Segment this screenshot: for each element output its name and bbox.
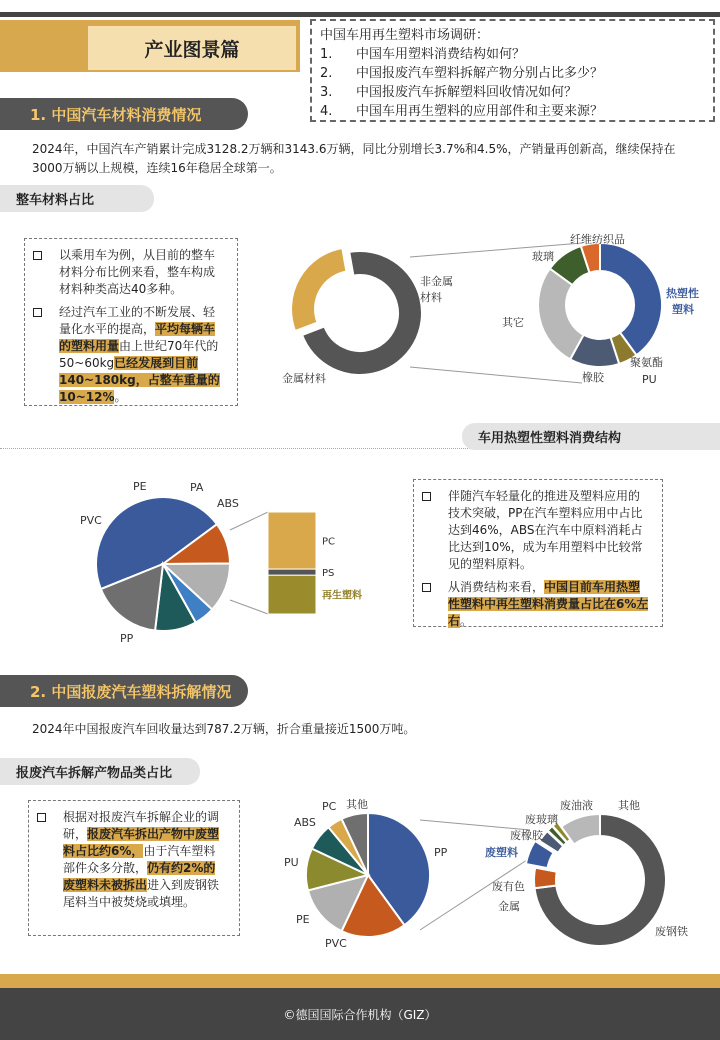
dismantled-label: 废橡胶 [510,829,543,842]
page-title: 产业图景篇 [88,26,296,70]
bullet-item: 经过汽车工业的不断发展、轻量化水平的提高，平均每辆车的塑料用量由上世纪70年代的50~60kg已经发展到目前140~180kg，占整车重量的10~12%。 [33,304,225,406]
thermoplastic-label: PVC [80,514,102,527]
nonmetal-label: 塑料 [672,303,694,316]
subheading-dismantling-products: 报废汽车拆解产物品类占比 [0,758,200,785]
bullet-item: 以乘用车为例，从目前的整车材料分布比例来看，整车构成材料种类高达40多种。 [33,247,225,298]
plastics-type-label: PC [322,800,337,813]
thermoplastic-consumption-chart [60,472,400,652]
plastics-type-label: PP [434,846,448,859]
nonmetal-share-slice [538,269,584,360]
subheading-thermoplastic-consumption: 车用热塑性塑料消费结构 [462,423,720,450]
nonmetal-label: 热塑性 [666,287,699,300]
thermoplastic-textbox [413,479,663,627]
bullet-item: 伴随汽车轻量化的推进及塑料应用的技术突破，PP在汽车塑料应用中占比达到46%，ABS在汽车中原料消耗占比达到10%，成为车用塑料中比较常见的塑料原料。 [422,488,650,573]
leader-line [420,858,530,930]
survey-item: 4. 中国车用再生塑料的应用部件和主要来源？ [320,104,604,119]
leader-line [230,600,268,614]
dismantled-share-slice [534,868,557,889]
subheading-vehicle-materials: 整车材料占比 [0,185,154,212]
plastics-type-label: ABS [294,816,316,829]
survey-title: 中国车用再生塑料市场调研： [320,28,490,43]
plastics-type-label: 其他 [346,798,368,811]
footer: ©德国国际合作机构（GIZ） [0,988,720,1040]
leader-line [230,512,268,530]
thermoplastic-label: ABS [217,497,239,510]
vehicle-materials-textbox [24,238,238,406]
thermoplastic-label: PE [133,480,147,493]
dismantled-label: 金属 [498,900,520,913]
thermoplastic-label: PA [190,481,204,494]
plastics-type-label: PE [296,913,310,926]
bullet-item: 根据对报废汽车拆解企业的调研，报废汽车拆出产物中废塑料占比约6%，由于汽车塑料部件众多分散，仍有约2%的废塑料未被拆出进入到废钢铁尾料当中被焚烧或填埋。 [37,809,227,911]
dismantled-label: 废油液 [560,799,593,812]
leader-line [410,367,582,383]
dismantled-label: 废玻璃 [525,813,558,826]
bar-label: PC [322,536,336,548]
plastics-type-label: PVC [325,937,347,950]
dismantling-textbox [28,800,240,936]
section1-intro: 2024年，中国汽车产销累计完成3128.2万辆和3143.6万辆，同比分别增长3.7%和4.5%，产销量再创新高，继续保持在3000万辆以上规模，连续16年稳居全球第一。 [32,142,676,175]
bullet-item: 从消费结构来看，中国目前车用热塑性塑料中再生塑料消费量占比在6%左右。 [422,579,650,630]
nonmetal-label: 纤维纺织品 [570,233,625,246]
plastics-type-label: PU [284,856,299,869]
thermoplastic-bar-segment [268,575,316,614]
materials-label: 材料 [420,291,442,304]
dismantled-label: 废塑料 [485,846,518,859]
dismantled-label: 其他 [618,799,640,812]
survey-item: 3. 中国报废汽车拆解塑料回收情况如何？ [320,85,578,100]
survey-item: 2. 中国报废汽车塑料拆解产物分别占比多少？ [320,66,604,81]
dismantled-label: 废钢铁 [655,925,688,938]
survey-item: 1. 中国车用塑料消费结构如何？ [320,47,526,62]
footer-accent [0,974,720,988]
thermoplastic-bar-segment [268,569,316,575]
bar-label: 再生塑料 [322,590,362,602]
materials-label: 非金属 [420,275,453,288]
leader-line [410,243,582,257]
materials-share-slice [291,248,346,331]
section2-heading: 2. 中国报废汽车塑料拆解情况 [0,675,248,707]
nonmetal-label: 聚氨酯 [630,356,663,369]
bar-label: PS [322,568,335,580]
dismantled-label: 废有色 [492,880,525,893]
nonmetal-label: PU [642,373,657,386]
vehicle-materials-chart [260,225,720,395]
section2-intro: 2024年中国报废汽车回收量达到787.2万辆，折合重量接近1500万吨。 [32,722,416,736]
section1-heading: 1. 中国汽车材料消费情况 [0,98,248,130]
nonmetal-label: 其它 [502,316,524,329]
thermoplastic-label: PP [120,632,134,645]
nonmetal-label: 玻璃 [532,250,554,263]
nonmetal-label: 橡胶 [582,371,604,384]
thermoplastic-bar-segment [268,512,316,569]
top-bar [0,12,720,17]
materials-label: 金属材料 [282,372,326,385]
dismantling-products-chart [270,790,715,955]
survey-box [310,19,715,122]
